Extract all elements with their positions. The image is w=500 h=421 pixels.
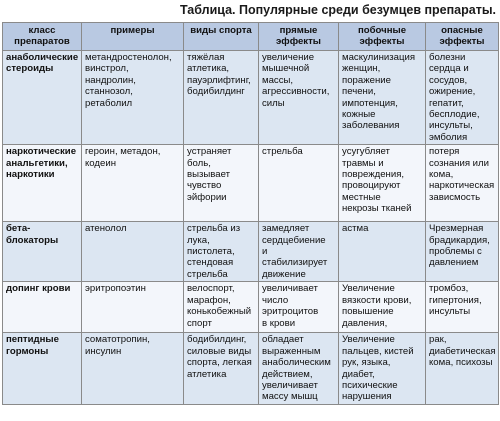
cell-sports: устраняет боль, вызывает чувство эйфории	[184, 145, 259, 222]
cell-direct-effects: обладает выраженным анаболическим действием, увеличивает массу мышц	[259, 333, 339, 404]
table-row	[3, 282, 499, 333]
header-sports: виды спорта	[184, 23, 259, 51]
cell-drug-class: пептидные гормоны	[3, 333, 82, 404]
cell-sports: стрельба из лука, пистолета, стендовая стрельба	[184, 222, 259, 282]
cell-side-effects: усугубляет травмы и повреждения, провоцируют местные некрозы тканей	[339, 145, 426, 222]
header-drug-class: класс препаратов	[3, 23, 82, 51]
cell-drug-class: допинг крови	[3, 282, 82, 333]
cell-dangerous-effects: болезни сердца и сосудов, ожирение, гепатит, бесплодие, инсульты, эмболия	[426, 51, 499, 145]
header-examples: примеры	[82, 23, 184, 51]
cell-examples: эритропоэтин	[82, 282, 184, 333]
cell-examples: метандростенолон, винстрол, нандролин, станнозол, ретаболил	[82, 51, 184, 145]
cell-side-effects: Увеличение вязкости крови, повышение давления,	[339, 282, 426, 333]
table-title: Таблица. Популярные среди безумцев препараты.	[179, 3, 496, 17]
cell-side-effects: астма	[339, 222, 426, 282]
table-row	[3, 222, 499, 282]
table-row	[3, 145, 499, 222]
header-dangerous-effects: опасные эффекты	[426, 23, 499, 51]
cell-sports: тяжёлая атлетика, пауэрлифтинг, бодибилдинг	[184, 51, 259, 145]
cell-drug-class: бета- блокаторы	[3, 222, 82, 282]
cell-dangerous-effects: Чрезмерная брадикардия, проблемы с давлением	[426, 222, 499, 282]
cell-direct-effects: увеличивает число эритроцитов в крови	[259, 282, 339, 333]
cell-drug-class: наркотические анальгетики, наркотики	[3, 145, 82, 222]
cell-dangerous-effects: потеря сознания или кома, наркотическая зависмость	[426, 145, 499, 222]
table-row	[3, 51, 499, 145]
cell-sports: велоспорт, марафон, конькобежный спорт	[184, 282, 259, 333]
cell-side-effects: Увеличение пальцев, кистей рук, языка, диабет, психические нарушения	[339, 333, 426, 404]
cell-examples: соматотропин, инсулин	[82, 333, 184, 404]
cell-dangerous-effects: рак, диабетическая кома, психозы	[426, 333, 499, 404]
cell-direct-effects: замедляет сердцебиение и стабилизирует движение	[259, 222, 339, 282]
cell-examples: героин, метадон, кодеин	[82, 145, 184, 222]
drugs-table	[2, 22, 499, 405]
cell-drug-class: анаболические стероиды	[3, 51, 82, 145]
table-row	[3, 333, 499, 404]
table-header-row	[3, 23, 499, 51]
header-side-effects: побочные эффекты	[339, 23, 426, 51]
cell-sports: бодибилдинг, силовые виды спорта, легкая атлетика	[184, 333, 259, 404]
cell-direct-effects: стрельба	[259, 145, 339, 222]
cell-side-effects: маскулинизация женщин, поражение печени, импотенция, кожные заболевания	[339, 51, 426, 145]
header-direct-effects: прямые эффекты	[259, 23, 339, 51]
cell-examples: атенолол	[82, 222, 184, 282]
cell-dangerous-effects: тромбоз, гипертония, инсульты	[426, 282, 499, 333]
cell-direct-effects: увеличение мышечной массы, агрессивности, силы	[259, 51, 339, 145]
